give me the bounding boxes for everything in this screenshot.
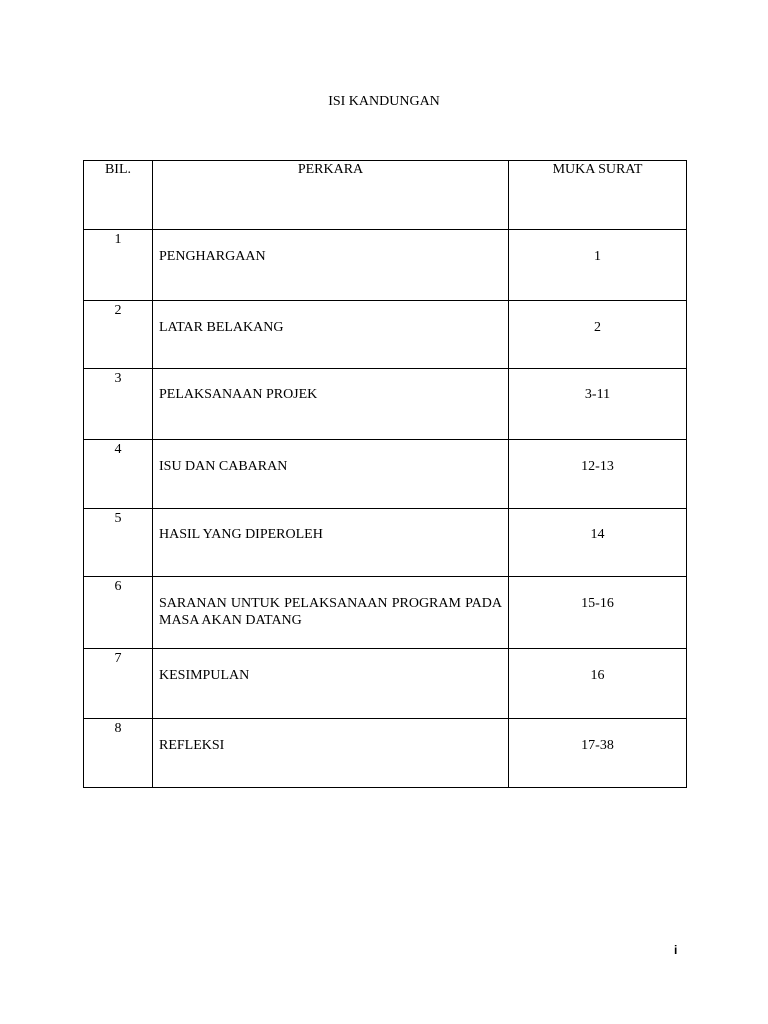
table-row [84,369,687,440]
row-perkara: PELAKSANAAN PROJEK [159,387,318,402]
row-muka-surat: 17-38 [581,738,614,753]
row-perkara: HASIL YANG DIPEROLEH [159,527,323,542]
row-muka-surat: 14 [590,527,605,542]
row-muka-surat: 12-13 [581,459,614,474]
table-row [84,230,687,301]
row-muka-surat-cell [509,230,687,301]
row-perkara: ISU DAN CABARAN [159,459,288,474]
row-muka-surat-cell [509,577,687,649]
row-muka-surat: 2 [594,320,601,335]
row-perkara-cell [153,509,509,577]
row-number: 4 [84,440,153,509]
table-row [84,301,687,369]
row-muka-surat-cell [509,369,687,440]
table-header-row [84,161,687,230]
header-perkara: PERKARA [153,161,509,230]
table-row [84,649,687,719]
row-perkara: KESIMPULAN [159,668,250,683]
row-muka-surat-cell [509,649,687,719]
row-number: 1 [84,230,153,301]
table-row [84,577,687,649]
row-muka-surat: 16 [590,668,605,683]
row-perkara-cell [153,440,509,509]
row-muka-surat: 1 [594,249,601,264]
row-perkara-cell [153,369,509,440]
row-perkara: REFLEKSI [159,738,225,753]
row-number: 8 [84,719,153,788]
row-muka-surat: 15-16 [581,596,614,611]
row-perkara-cell [153,577,509,649]
table-row [84,509,687,577]
row-number: 7 [84,649,153,719]
row-perkara-cell [153,301,509,369]
page-number: i [674,943,678,957]
row-number: 2 [84,301,153,369]
row-muka-surat-cell [509,440,687,509]
row-perkara-cell [153,230,509,301]
row-number: 5 [84,509,153,577]
row-number: 6 [84,577,153,649]
header-muka-surat: MUKA SURAT [509,161,687,230]
row-perkara: SARANAN UNTUK PELAKSANAAN PROGRAM PADA MASA AKAN DATANG [159,596,502,628]
row-muka-surat-cell [509,301,687,369]
row-perkara: PENGHARGAAN [159,249,266,264]
row-number: 3 [84,369,153,440]
row-muka-surat-cell [509,509,687,577]
table-row [84,719,687,788]
row-perkara: LATAR BELAKANG [159,320,284,335]
table-row [84,440,687,509]
header-bil: BIL. [84,161,153,230]
row-perkara-cell [153,719,509,788]
row-perkara-cell [153,649,509,719]
row-muka-surat: 3-11 [584,387,611,402]
table-of-contents [83,160,687,788]
document-title: ISI KANDUNGAN [328,94,440,109]
row-muka-surat-cell [509,719,687,788]
